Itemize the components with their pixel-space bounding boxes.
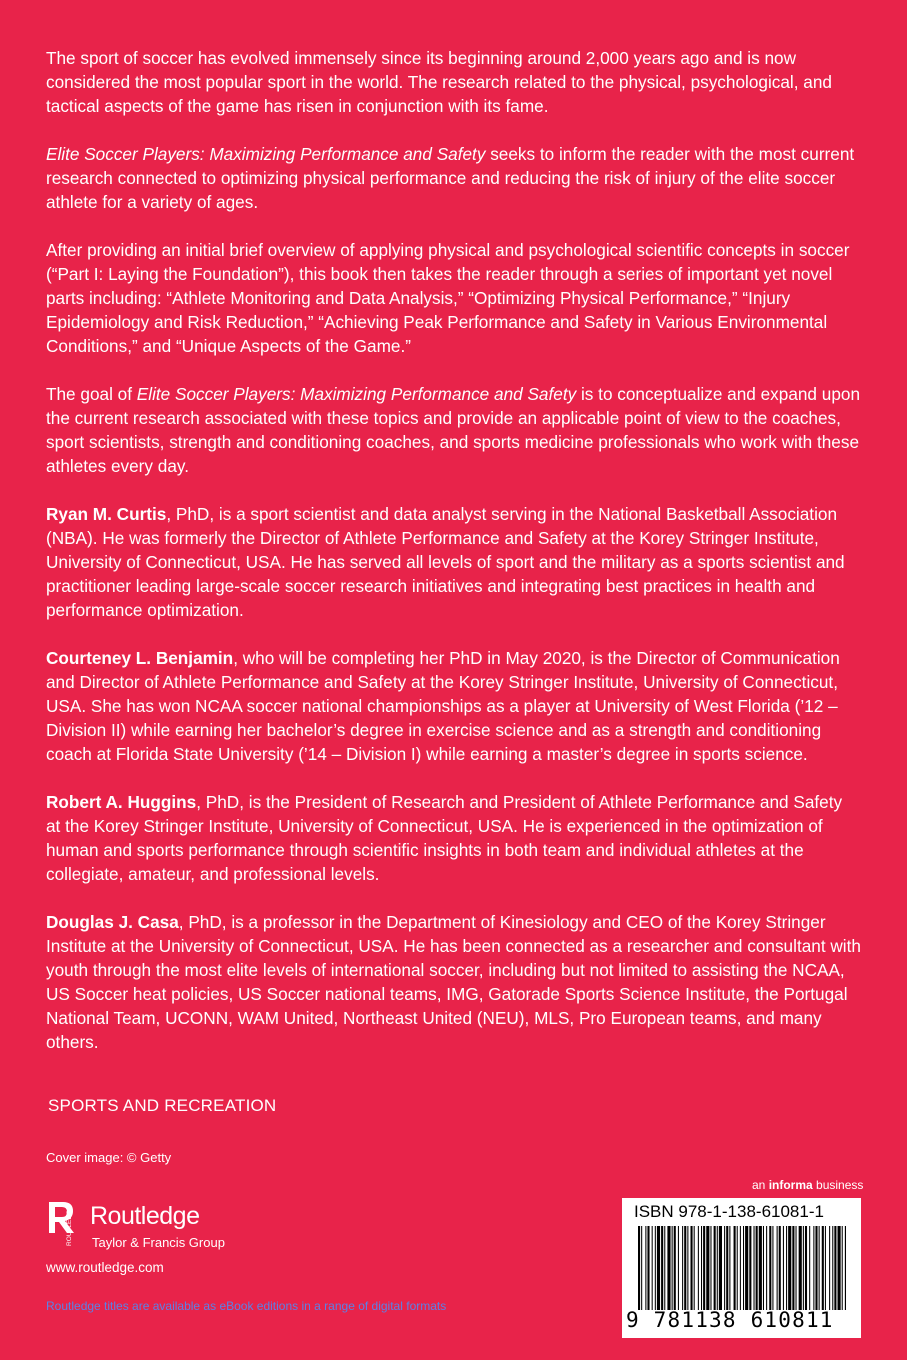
barcode-bar [792,1226,794,1310]
overview-text: After providing an initial brief overview of applying physical and psychological scientific concepts in soccer (“Part I: Laying the Foundation”), this book then takes the reader through a series of important yet novel parts including: “Athlete Monitoring and Data Analysis,” “Optimizing Physical Performance,” “Injury Epidemiology and Risk Reduction,” “Achieving Peak Performance and Safety in Various Environmental Conditions,” and “Unique Aspects of the Game.” [46,240,850,356]
barcode-bar [745,1226,748,1310]
barcode-bar [788,1226,791,1310]
barcode-bar [783,1226,784,1310]
barcode-bar [638,1226,640,1310]
back-cover-text [46,46,861,1078]
barcode-bar [759,1226,762,1310]
author-name: Ryan M. Curtis [46,504,167,524]
barcode-bar [756,1226,758,1310]
subject-category: SPORTS AND RECREATION [48,1096,277,1115]
publisher-badge-text: ROUTLEDGE [66,1205,73,1246]
barcode-bar [664,1226,665,1310]
barcode-bar [714,1226,716,1310]
barcode-bar [743,1226,744,1310]
barcode-bar [641,1226,642,1310]
book-title-italic: Elite Soccer Players: Maximizing Performance and Safety [46,144,486,164]
informa-prefix: an [752,1178,769,1192]
barcode-bar [661,1226,663,1310]
book-title-italic: Elite Soccer Players: Maximizing Performance and Safety [136,384,577,404]
goal-text: is to conceptualize and expand upon the current research associated with these topics and provide an applicable point of view to the coaches, sport scientists, strength and conditioning coaches, and sports medicine professionals who work with these athletes every day. [46,384,861,476]
overview-paragraph [46,238,861,358]
barcode-bar [763,1226,764,1310]
publisher-group: Taylor & Francis Group [92,1235,225,1250]
publisher-website: www.routledge.com [46,1260,164,1275]
barcode-bar [825,1226,826,1310]
barcode-bar [706,1226,709,1310]
barcode-bar [815,1226,817,1310]
barcode-bar [734,1226,736,1310]
barcode-bar [667,1226,670,1310]
intro-paragraph [46,46,861,118]
barcode-bar [769,1226,771,1310]
routledge-r-icon [44,1200,78,1258]
author-name: Courteney L. Benjamin [46,648,234,668]
barcode-bar [694,1226,695,1310]
barcode-bar [772,1226,773,1310]
barcode-bar [834,1226,836,1310]
barcode-bar [796,1226,797,1310]
barcode-bar [678,1226,679,1310]
barcode-bar [838,1226,841,1310]
barcode-bars [638,1226,846,1310]
barcode-bar [655,1226,656,1310]
barcode-bar [786,1226,787,1310]
barcode-bar [657,1226,660,1310]
barcode-bar [701,1226,702,1310]
barcode-bar [822,1226,824,1310]
author-bio-text: , PhD, is a professor in the Department of Kinesiology and CEO of the Korey Stringer Institute at the University of Connecticut, USA. He has been connected as a researcher and consultant with youth through the most elite levels of international soccer, including but not limited to assisting the NCAA, US Soccer heat policies, US Soccer national teams, IMG, Gatorade Sports Science Institute, the Portugal National Team, UCONN, WAM United, Northeast United (NEU), MLS, Pro European teams, and many others. [46,912,861,1052]
ean-digits: 9 781138 610811 [626,1308,834,1332]
purpose-text: seeks to inform the reader with the most current research connected to optimizing physical performance and reducing the risk of injury of the elite soccer athlete for a variety of ages. [46,144,855,212]
barcode-bar [805,1226,807,1310]
barcode-bar [832,1226,833,1310]
barcode-bar [710,1226,711,1310]
barcode-bar [779,1226,781,1310]
barcode-bar [729,1226,730,1310]
author-bio-text: , PhD, is the President of Research and President of Athlete Performance and Safety at the Korey Stringer Institute, University of Connecticut, USA. He is experienced in the optimization of human and sports performance through scientific insights in both team and individual athletes at the collegiate, amateur, and professional levels. [46,792,843,884]
barcode-bar [674,1226,676,1310]
isbn-barcode [622,1198,861,1338]
author-bio-text: , who will be completing her PhD in May 2020, is the Director of Communication and Director of Athlete Performance and Safety at the Korey Stringer Institute, University of Connecticut, USA. She has won NCAA soccer national championships as a player at University of West Florida (’12 – Division II) while earning her bachelor’s degree in exercise science and as a strength and conditioning coach at Florida State University (’14 – Division I) while earning a master’s degree in sports science. [46,648,840,764]
informa-suffix: business [812,1178,864,1192]
informa-tagline [752,1178,863,1192]
barcode-bar [652,1226,653,1310]
barcode-bar [754,1226,755,1310]
barcode-bar [719,1226,722,1310]
barcode-bar [687,1226,688,1310]
author-bio [46,910,861,1054]
author-bio [46,502,861,622]
barcode-bar [845,1226,846,1310]
barcode-bar [809,1226,810,1310]
goal-paragraph [46,382,861,478]
barcode-bar [717,1226,718,1310]
cover-image-credit: Cover image: © Getty [46,1150,172,1165]
barcode-bar [813,1226,814,1310]
barcode-bar [645,1226,646,1310]
barcode-bar [691,1226,693,1310]
barcode-bar [829,1226,830,1310]
author-bio-text: , PhD, is a sport scientist and data analyst serving in the National Basketball Association (NBA). He was formerly the Director of Athlete Performance and Safety at the Korey Stringer Institute, University of Connecticut, USA. He has served all levels of sport and the military as a sports scientist and practitioner leading large-scale soccer research initiatives and integrating best practices in health and performance optimization. [46,504,845,620]
barcode-bar [698,1226,699,1310]
barcode-bar [819,1226,820,1310]
barcode-bar [803,1226,804,1310]
barcode-bar [724,1226,725,1310]
barcode-bar [777,1226,778,1310]
barcode-bar [737,1226,738,1310]
barcode-bar [682,1226,683,1310]
isbn-label: ISBN 978-1-138-61081-1 [634,1202,824,1221]
goal-text-start: The goal of [46,384,137,404]
barcode-bar [684,1226,686,1310]
ebook-note: Routledge titles are available as eBook editions in a range of digital formats [46,1299,447,1313]
publisher-name: Routledge [90,1202,200,1230]
barcode-bar [726,1226,728,1310]
barcode-bar [703,1226,705,1310]
informa-brand: informa [768,1178,813,1192]
publisher-logo [44,1200,264,1260]
barcode-bar [740,1226,741,1310]
intro-text: The sport of soccer has evolved immensely since its beginning around 2,000 years ago and is now considered the most popular sport in the world. The research related to the physical, psychological, and tactical aspects of the game has risen in conjunction with its fame. [46,48,832,116]
author-bio [46,790,861,886]
purpose-paragraph [46,142,861,214]
barcode-bar [647,1226,649,1310]
author-bio [46,646,861,766]
barcode-bar [766,1226,767,1310]
barcode-bar [799,1226,802,1310]
barcode-bar [749,1226,751,1310]
author-name: Douglas J. Casa [46,912,179,932]
barcode-bar [842,1226,843,1310]
barcode-bar [672,1226,673,1310]
author-name: Robert A. Huggins [46,792,197,812]
